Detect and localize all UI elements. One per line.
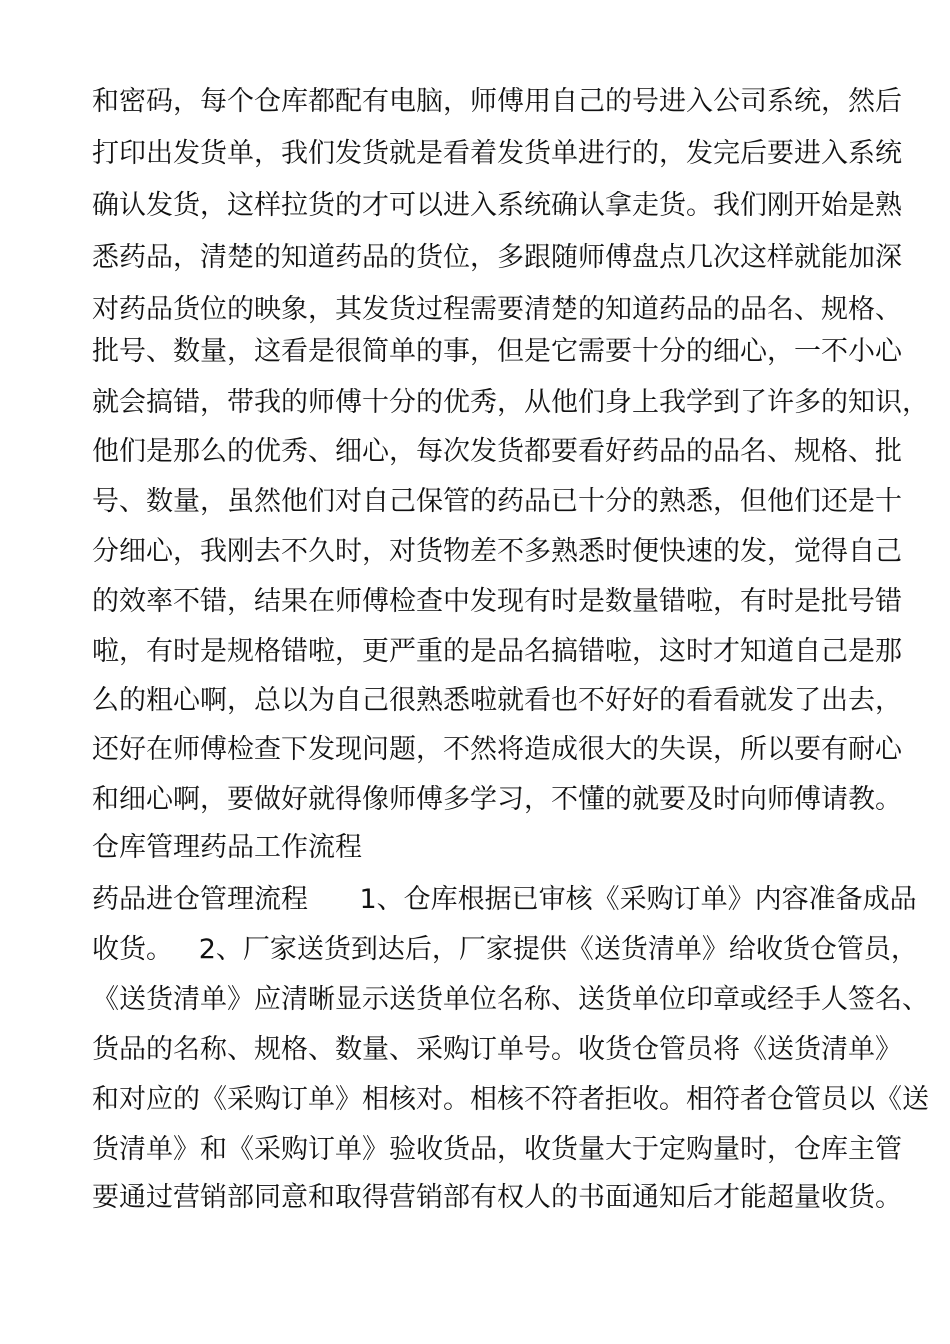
text-line-5: 对药品货位的映象，其发货过程需要清楚的知道药品的品名、规格、 xyxy=(92,294,902,325)
text-line-21: 和对应的《采购订单》相核对。相核不符者拒收。相符者仓管员以《送 xyxy=(92,1084,929,1115)
text-line-1: 和密码，每个仓库都配有电脑，师傅用自己的号进入公司系统，然后 xyxy=(92,86,902,117)
text-line-7: 就会搞错，带我的师傅十分的优秀，从他们身上我学到了许多的知识， xyxy=(92,387,929,418)
text-line-3: 确认发货，这样拉货的才可以进入系统确认拿走货。我们刚开始是熟 xyxy=(92,190,902,221)
text-line-9: 号、数量，虽然他们对自己保管的药品已十分的熟悉，但他们还是十 xyxy=(92,486,902,517)
text-line-20: 货品的名称、规格、数量、采购订单号。收货仓管员将《送货清单》 xyxy=(92,1034,902,1065)
text-line-2: 打印出发货单，我们发货就是看着发货单进行的，发完后要进入系统 xyxy=(92,138,902,169)
text-line-6: 批号、数量，这看是很简单的事，但是它需要十分的细心，一不小心 xyxy=(92,336,902,367)
text-line-10: 分细心，我刚去不久时，对货物差不多熟悉时便快速的发，觉得自己 xyxy=(92,536,902,567)
text-line-17: 药品进仓管理流程 1、仓库根据已审核《采购订单》内容准备成品 xyxy=(92,884,917,915)
text-line-11: 的效率不错，结果在师傅检查中发现有时是数量错啦，有时是批号错 xyxy=(92,586,902,617)
text-line-15: 和细心啊，要做好就得像师傅多学习，不懂的就要及时向师傅请教。 xyxy=(92,784,902,815)
text-line-13: 么的粗心啊，总以为自己很熟悉啦就看也不好好的看看就发了出去， xyxy=(92,685,902,716)
text-line-12: 啦，有时是规格错啦，更严重的是品名搞错啦，这时才知道自己是那 xyxy=(92,636,902,667)
text-line-14: 还好在师傅检查下发现问题，不然将造成很大的失误，所以要有耐心 xyxy=(92,734,902,765)
text-line-8: 他们是那么的优秀、细心，每次发货都要看好药品的品名、规格、批 xyxy=(92,436,902,467)
text-line-4: 悉药品，清楚的知道药品的货位，多跟随师傅盘点几次这样就能加深 xyxy=(92,242,902,273)
section-heading: 仓库管理药品工作流程 xyxy=(92,832,362,863)
text-line-22: 货清单》和《采购订单》验收货品，收货量大于定购量时，仓库主管 xyxy=(92,1134,902,1165)
text-line-19: 《送货清单》应清晰显示送货单位名称、送货单位印章或经手人签名、 xyxy=(92,984,929,1015)
text-line-23: 要通过营销部同意和取得营销部有权人的书面通知后才能超量收货。 xyxy=(92,1182,902,1213)
text-line-18: 收货。 2、厂家送货到达后，厂家提供《送货清单》给收货仓管员， xyxy=(92,934,918,965)
